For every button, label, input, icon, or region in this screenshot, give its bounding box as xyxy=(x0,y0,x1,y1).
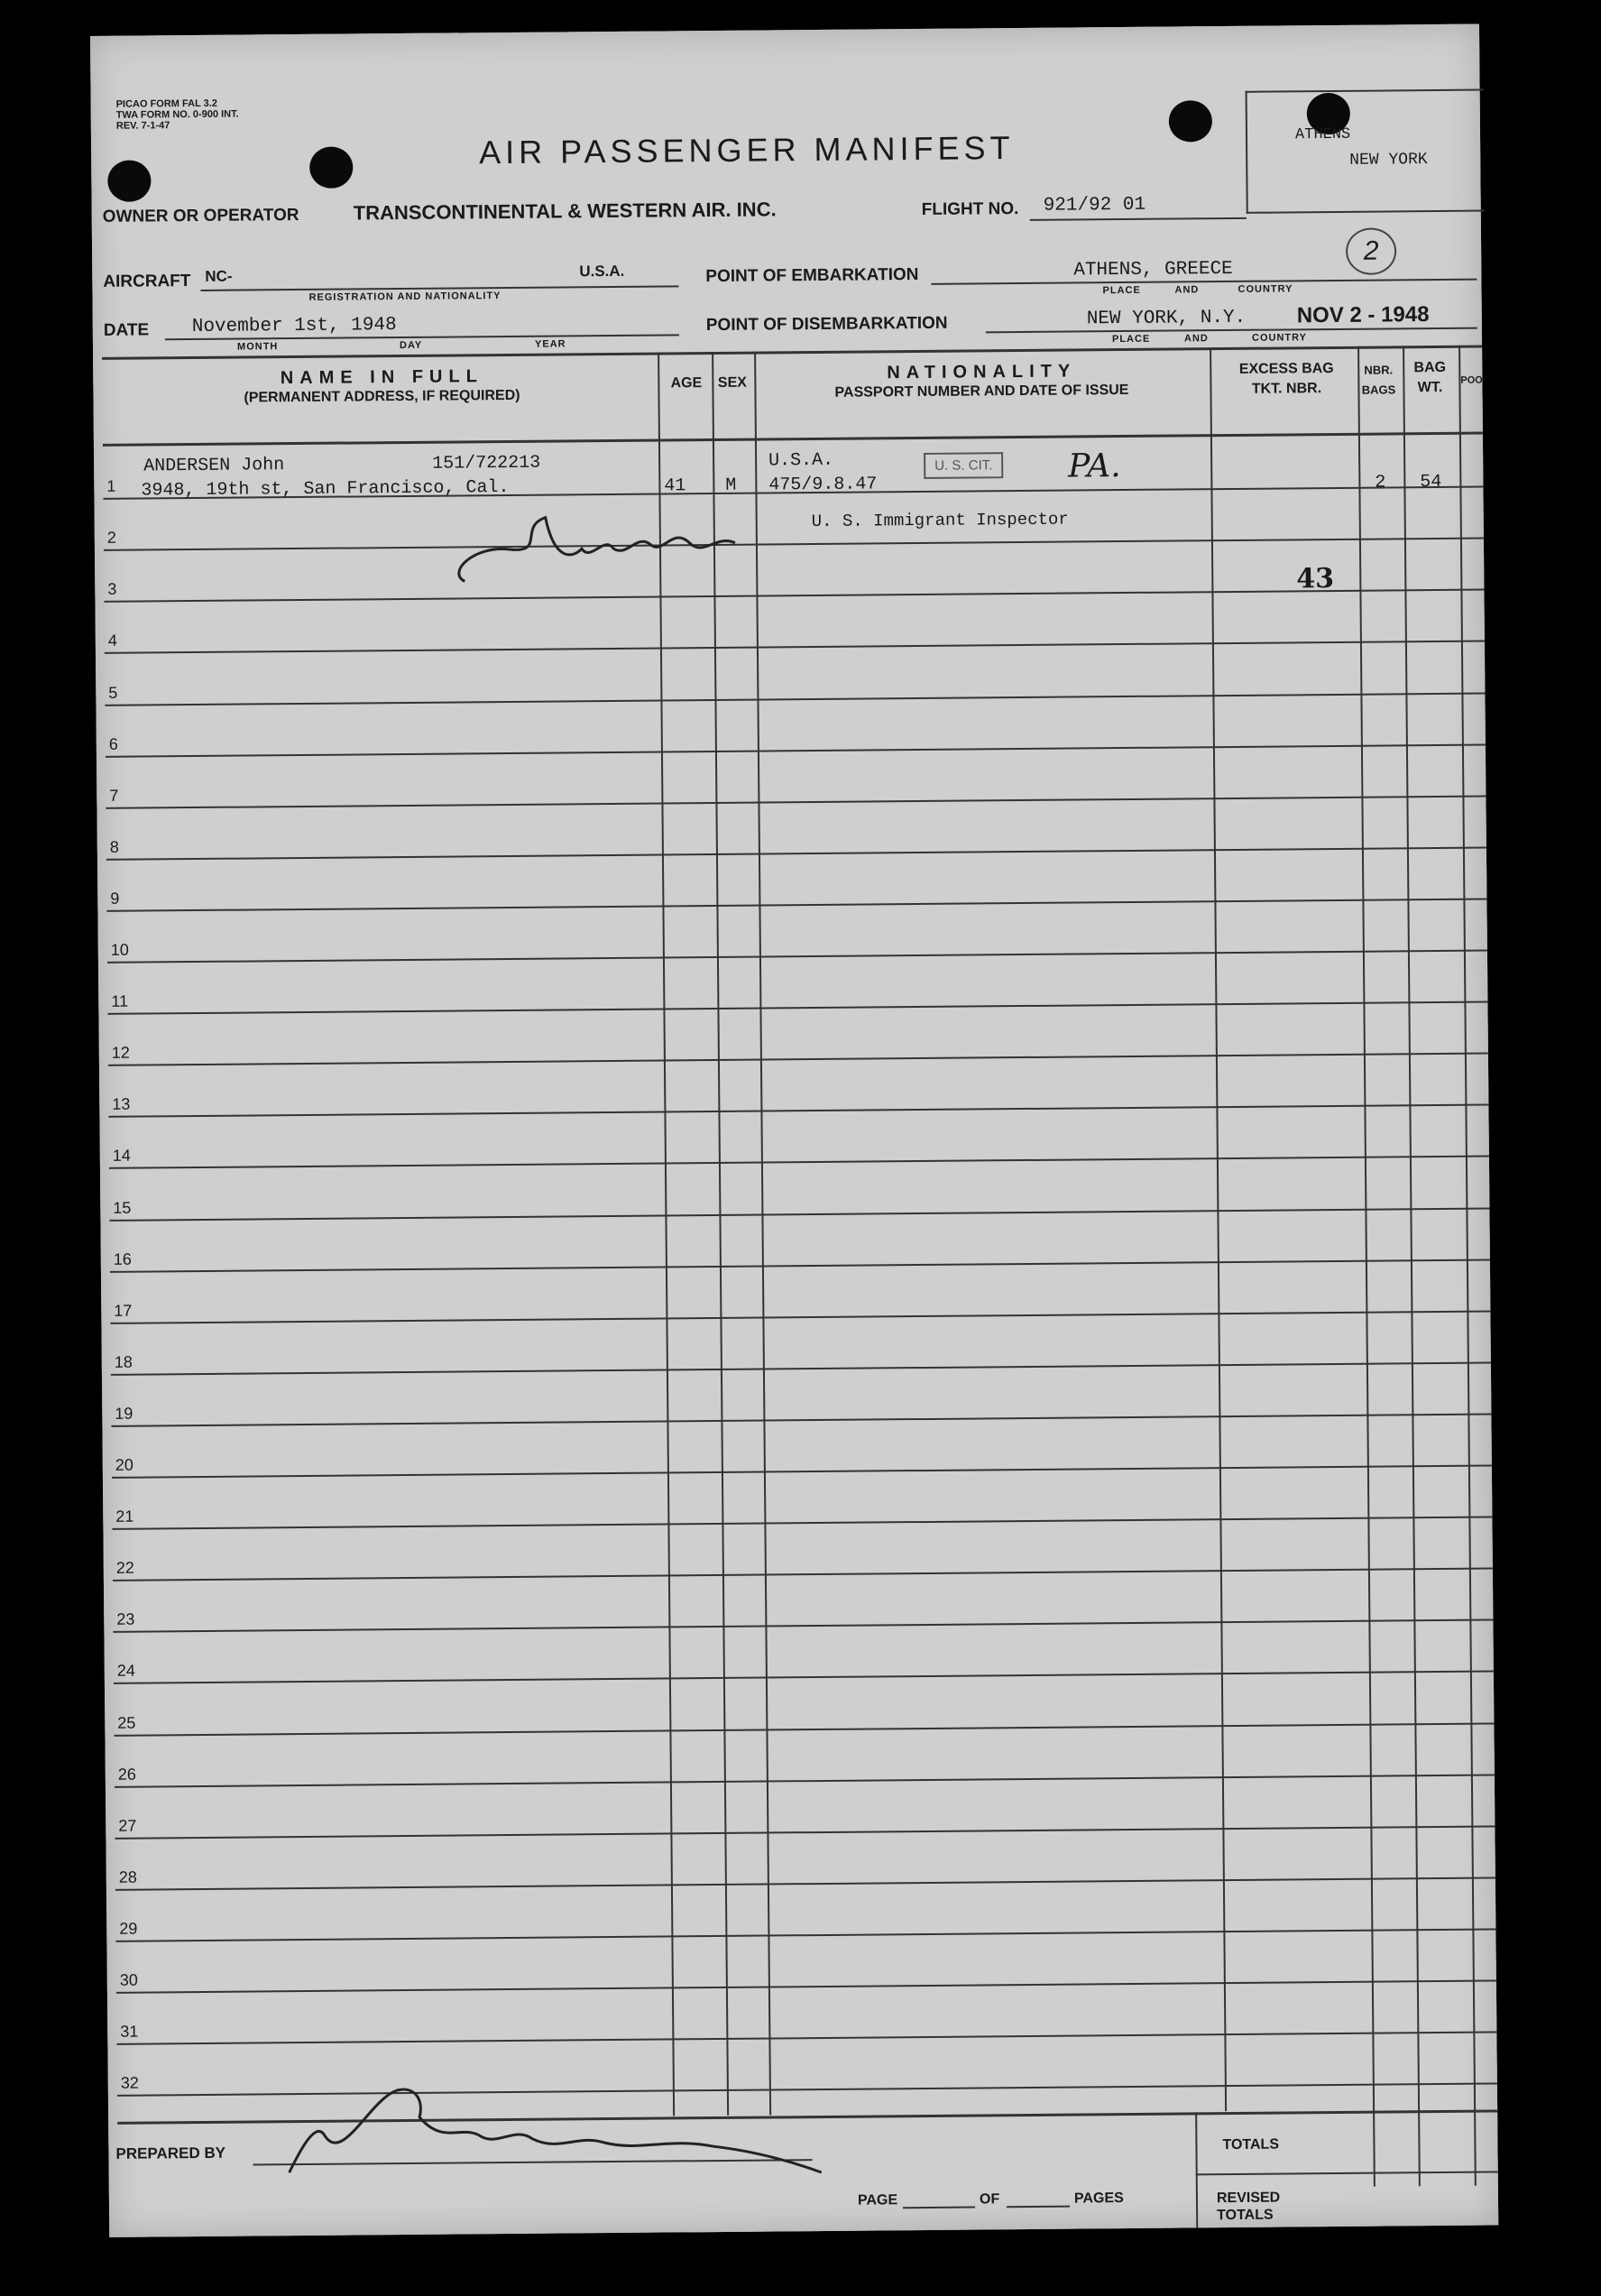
row-number: 16 xyxy=(113,1249,132,1268)
pages-label: PAGES xyxy=(1073,2190,1124,2207)
row-number: 26 xyxy=(117,1765,136,1784)
col-header-name xyxy=(111,365,652,410)
row-number: 11 xyxy=(111,991,129,1010)
totals-label: TOTALS xyxy=(1222,2136,1280,2153)
route-origin: ATHENS xyxy=(1294,125,1351,144)
row-number: 2 xyxy=(106,528,116,548)
form-title: AIR PASSENGER MANIFEST xyxy=(478,129,1015,171)
row-number: 21 xyxy=(115,1507,134,1526)
punch-hole xyxy=(309,146,353,188)
row-number: 28 xyxy=(118,1867,137,1886)
col-header-bag-wt xyxy=(1403,358,1457,399)
punch-hole xyxy=(1169,100,1212,142)
row-number: 8 xyxy=(109,837,119,856)
row-number: 27 xyxy=(118,1816,137,1835)
punch-hole xyxy=(107,160,151,201)
date-sub-month: MONTH xyxy=(236,341,279,353)
arrival-date-stamp: NOV 2 - 1948 xyxy=(1296,302,1430,328)
owner-label xyxy=(103,206,299,227)
passenger-weight: 54 xyxy=(1420,471,1442,493)
row-number: 3 xyxy=(107,580,117,599)
row-number: 4 xyxy=(107,632,117,650)
disembark-sub-and: AND xyxy=(1183,333,1209,345)
flight-label: FLIGHT NO. xyxy=(921,199,1019,219)
disembark-sub-country: COUNTRY xyxy=(1251,332,1308,344)
page-label: PAGE xyxy=(857,2192,898,2208)
flight-number: 921/92 01 xyxy=(1043,194,1146,217)
disembark-value: NEW YORK, N.Y. xyxy=(1086,307,1247,330)
passenger-address: 3948, 19th st, San Francisco, Cal. xyxy=(141,476,510,502)
prepared-by-label: PREPARED BY xyxy=(115,2144,226,2162)
form-id-line: REV. 7-1-47 xyxy=(115,120,170,132)
col-header-name-text: NAME IN FULL xyxy=(280,366,483,389)
col-header-nationality-text: NATIONALITY xyxy=(887,361,1077,383)
passenger-sex: M xyxy=(725,475,737,496)
embark-sub-place: PLACE xyxy=(1102,284,1141,297)
date-value: November 1st, 1948 xyxy=(191,315,397,338)
row-number: 5 xyxy=(108,683,118,702)
row-number: 17 xyxy=(114,1301,133,1320)
row-number: 20 xyxy=(115,1455,133,1474)
passenger-ticket: 151/722213 xyxy=(432,452,541,475)
date-label: DATE xyxy=(103,320,150,340)
aircraft-country: U.S.A. xyxy=(579,262,625,281)
revised-label-line: TOTALS xyxy=(1217,2207,1274,2224)
page-mark: 2 xyxy=(1346,227,1396,274)
col-header-bag-line: BAG xyxy=(1413,359,1447,376)
col-header-nbr-bags xyxy=(1356,360,1401,400)
col-header-nationality xyxy=(756,360,1207,403)
col-header-nationality-sub: PASSPORT NUMBER AND DATE OF ISSUE xyxy=(834,382,1129,401)
embark-value: ATHENS, GREECE xyxy=(1073,258,1233,281)
of-label: OF xyxy=(979,2191,1000,2208)
row-number: 31 xyxy=(120,2022,139,2041)
row-number: 10 xyxy=(110,940,129,959)
col-header-name-sub: (PERMANENT ADDRESS, IF REQUIRED) xyxy=(244,387,520,406)
inspector-signature xyxy=(446,506,808,599)
passenger-age: 41 xyxy=(664,475,686,497)
row-number: 24 xyxy=(116,1662,135,1681)
col-header-sex: SEX xyxy=(717,374,747,391)
form-id-line: TWA FORM NO. 0-900 INT. xyxy=(115,108,239,121)
passenger-name: ANDERSEN John xyxy=(143,455,285,477)
row-number: 18 xyxy=(114,1352,133,1371)
form-id-line: PICAO FORM FAL 3.2 xyxy=(115,97,217,110)
col-header-excess xyxy=(1210,359,1363,400)
col-header-nbr-line: BAGS xyxy=(1361,383,1396,397)
row-number: 29 xyxy=(119,1919,138,1938)
preparer-signature xyxy=(262,2060,840,2191)
col-header-nbr-line: NBR. xyxy=(1364,363,1394,377)
aircraft-registration: NC- xyxy=(205,267,233,285)
revised-totals-label xyxy=(1217,2190,1281,2225)
col-header-poo: POO xyxy=(1460,374,1483,386)
date-sub-year: YEAR xyxy=(534,338,566,350)
col-header-excess-line: EXCESS BAG xyxy=(1238,360,1334,377)
row-number: 32 xyxy=(120,2073,139,2092)
row-number: 14 xyxy=(112,1147,131,1166)
inspector-title: U. S. Immigrant Inspector xyxy=(811,509,1069,532)
col-header-bag-line: WT. xyxy=(1417,379,1443,396)
embark-sub-and: AND xyxy=(1174,284,1200,296)
row-number: 12 xyxy=(111,1043,130,1063)
passenger-passport: 475/9.8.47 xyxy=(768,474,878,496)
owner-label-text: OWNER OR OPERATOR xyxy=(102,205,299,226)
row-number: 13 xyxy=(112,1094,131,1114)
row-number: 1 xyxy=(106,476,116,495)
revised-label-line: REVISED xyxy=(1216,2190,1281,2207)
disembark-label: POINT OF DISEMBARKATION xyxy=(705,313,948,336)
embark-sub-country: COUNTRY xyxy=(1238,283,1293,295)
embark-label: POINT OF EMBARKATION xyxy=(705,264,919,287)
row-number: 19 xyxy=(115,1404,133,1423)
row-number: 6 xyxy=(108,734,118,753)
citizenship-stamp: U. S. CIT. xyxy=(924,452,1003,479)
row-number: 7 xyxy=(109,786,119,805)
col-header-excess-line: TKT. NBR. xyxy=(1251,381,1322,397)
route-destination: NEW YORK xyxy=(1349,151,1428,170)
row-number: 23 xyxy=(116,1609,135,1629)
date-sub-day: DAY xyxy=(399,339,423,352)
row-number: 9 xyxy=(110,889,120,908)
col-header-age: AGE xyxy=(670,375,703,392)
form-id xyxy=(116,98,239,132)
aircraft-sub: REGISTRATION AND NATIONALITY xyxy=(308,290,501,303)
disembark-sub-place: PLACE xyxy=(1111,333,1151,346)
aircraft-label: AIRCRAFT xyxy=(103,272,191,291)
row-number: 25 xyxy=(117,1713,136,1732)
inspector-initials: PA. xyxy=(1068,447,1121,485)
passenger-nationality: U.S.A. xyxy=(768,449,834,472)
row-number: 15 xyxy=(113,1198,132,1217)
row-number: 22 xyxy=(115,1558,134,1578)
passenger-bags: 2 xyxy=(1375,472,1386,493)
operator-name: TRANSCONTINENTAL & WESTERN AIR. INC. xyxy=(353,198,777,225)
count-stamp: 43 xyxy=(1296,562,1335,595)
row-number: 30 xyxy=(119,1970,138,1989)
manifest-sheet xyxy=(90,24,1498,2237)
